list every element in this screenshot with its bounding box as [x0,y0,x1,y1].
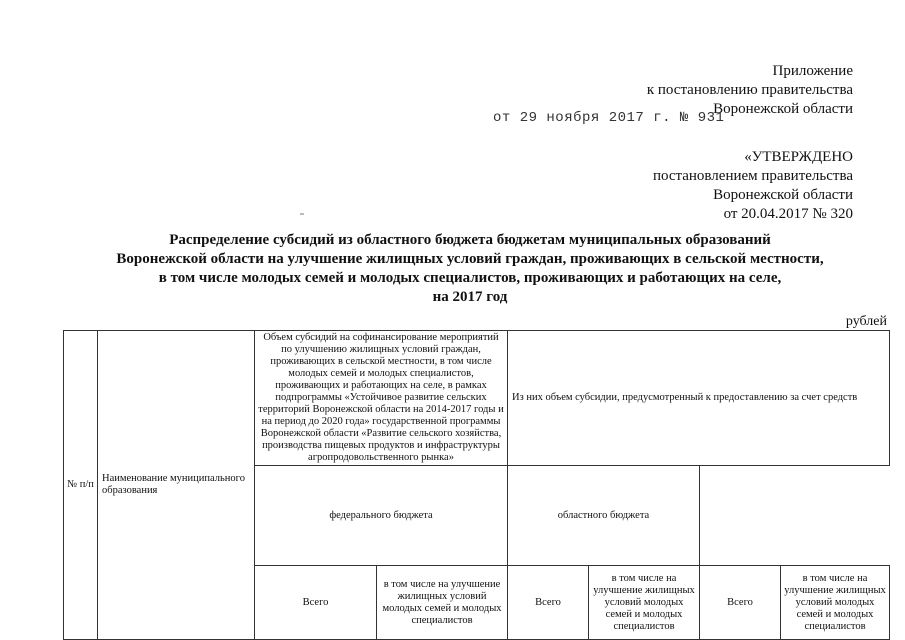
approved-date: от 20.04.2017 № 320 [723,206,853,222]
decree-date-stamp: от 29 ноября 2017 г. № 931 [493,110,725,126]
header-of-which: Из них объем субсидии, предусмотренный к предоставлению за счет средств [508,331,890,466]
title-line-3: в том числе молодых семей и молодых специалистов, проживающих и работающих на селе, [158,270,782,286]
approved-region: Воронежской области [713,187,853,203]
appendix-label: Приложение [772,63,853,79]
header-regional-budget: областного бюджета [508,466,700,566]
header-municipality: Наименование муниципального образования [98,331,255,640]
title-line-2: Воронежской области на улучшение жилищных условий граждан, проживающих в сельской местности, [116,251,824,267]
units-label: рублей [845,314,887,329]
header-total-all: Всего [255,566,377,640]
header-total-young: в том числе на улучшение жилищных условий молодых семей и молодых специалистов [377,566,508,640]
header-regional-total: Всего [700,566,781,640]
approved-label: «УТВЕРЖДЕНО [744,149,853,165]
subsidy-table [63,330,890,640]
approved-decree: постановлением правительства [652,168,853,184]
title-line-4: на 2017 год [432,289,508,305]
title-line-1: Распределение субсидий из областного бюджета бюджетам муниципальных образований [169,232,771,248]
appendix-decree: к постановлению правительства [646,82,853,98]
header-regional-young: в том числе на улучшение жилищных условий молодых семей и молодых специалистов [781,566,890,640]
header-federal-young: в том числе на улучшение жилищных условий молодых семей и молодых специалистов [589,566,700,640]
header-number: № п/п [64,331,98,640]
document-title [40,231,900,307]
appendix-region: Воронежской области [713,101,853,117]
header-total-volume: Объем субсидий на софинансирование мероприятий по улучшению жилищных условий граждан, проживающих в сельской местности, в том числе молодых семей и молодых специалистов, проживающих и работающих на селе, в рамках подпрограммы «Устойчивое развитие сельских территорий Воронежской области на 2014-2017 годы и на период до 2020 года» государственной программы Воронежской области «Развитие сельского хозяйства, производства пищевых продуктов и инфраструктуры агропродовольственного рынка» [255,331,508,466]
header-federal-total: Всего [508,566,589,640]
scan-speck [300,213,304,215]
header-federal-budget: федерального бюджета [255,466,508,566]
